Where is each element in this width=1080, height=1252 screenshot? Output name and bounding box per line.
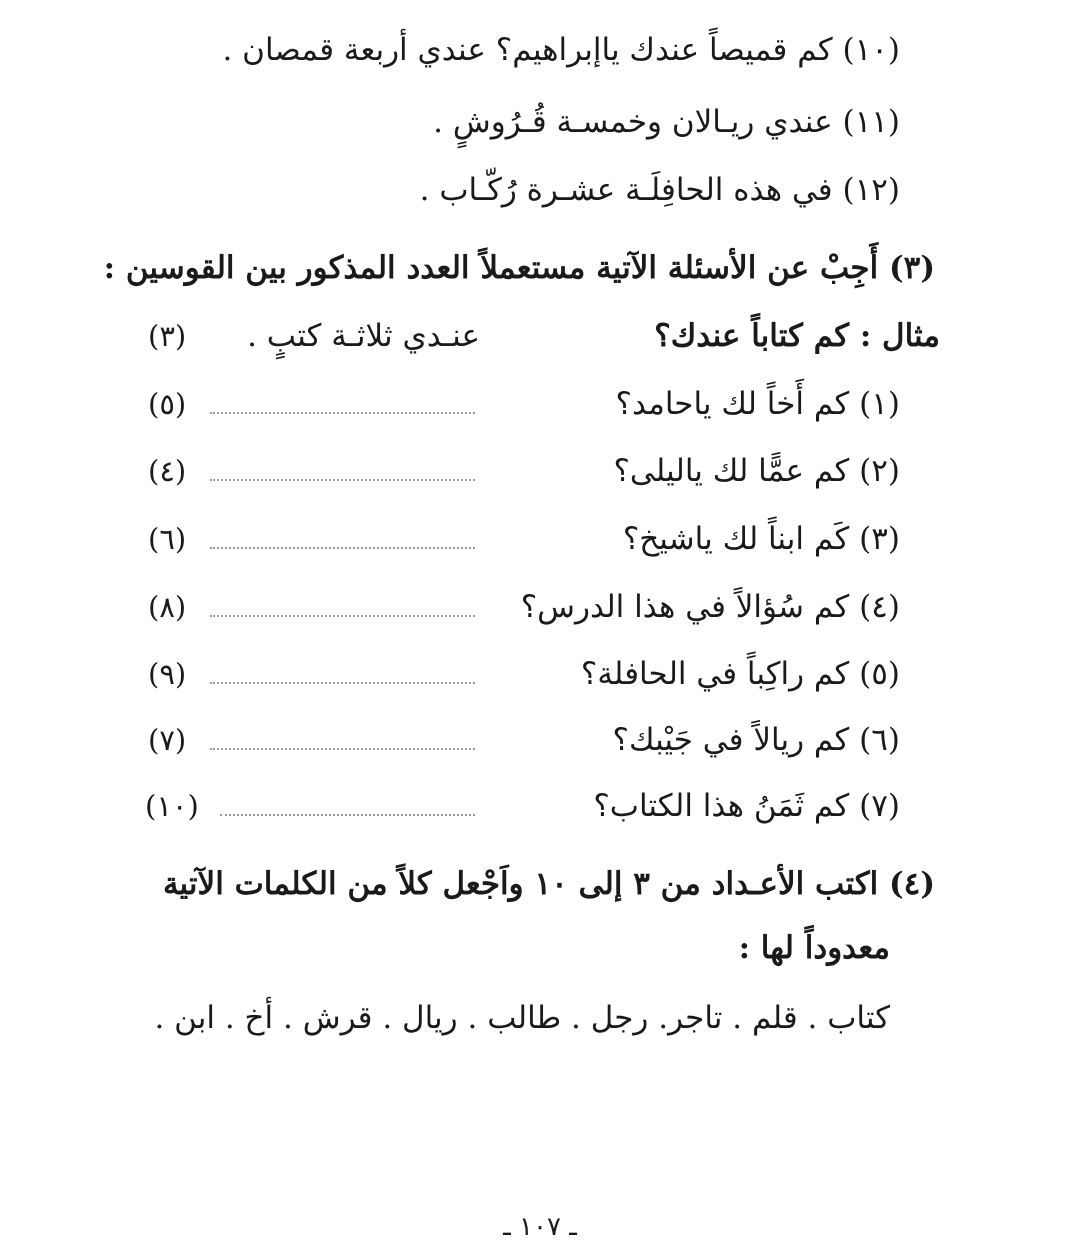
question-3: (٣) كَم ابناً لك ياشيخ؟	[622, 521, 900, 557]
item-11: (١١) عندي ريـالان وخمسـة قُـرُوشٍ .	[433, 104, 900, 140]
question-5: (٥) كم راكِباً في الحافلة؟	[580, 656, 900, 692]
question-2-number: (٤)	[148, 454, 187, 488]
question-6: (٦) كم ريالاً في جَيْبك؟	[612, 722, 900, 758]
example-label: مثال : كم كتاباً عندك؟	[654, 318, 940, 354]
example-number: (٣)	[148, 319, 187, 353]
question-1-number: (٥)	[148, 387, 187, 421]
question-1: (١) كم أَخاً لك ياحامد؟	[615, 386, 900, 422]
answer-line-6	[210, 748, 475, 750]
item-12: (١٢) في هذه الحافِلَـة عشـرة رُكّـاب .	[419, 172, 900, 208]
question-7-number: (١٠)	[145, 789, 199, 823]
question-5-number: (٩)	[148, 657, 187, 691]
question-4: (٤) كم سُؤالاً في هذا الدرس؟	[520, 589, 900, 625]
exercise3-heading: (٣) أَجِبْ عن الأسئلة الآتية مستعملاً العدد المذكور بين القوسين :	[103, 250, 935, 286]
exercise4-heading-line2: معدوداً لها :	[738, 930, 890, 966]
question-7: (٧) كم ثَمَنُ هذا الكتاب؟	[593, 788, 900, 824]
question-3-number: (٦)	[148, 522, 187, 556]
page-number: ـ ١٠٧ ـ	[503, 1212, 577, 1242]
answer-line-5	[210, 682, 475, 684]
answer-line-2	[210, 479, 475, 481]
example-answer: عنـدي ثلاثـة كتبٍ .	[247, 318, 480, 354]
exercise4-heading-line1: (٤) اكتب الأعـداد من ٣ إلى ١٠ واَجْعل كلاً من الكلمات الآتية	[162, 866, 935, 902]
question-2: (٢) كم عمًّا لك ياليلى؟	[613, 453, 900, 489]
answer-line-3	[210, 547, 475, 549]
answer-line-7	[220, 814, 475, 816]
answer-line-4	[210, 615, 475, 617]
item-10: (١٠) كم قميصاً عندك ياإبراهيم؟ عندي أربعة قمصان .	[222, 32, 900, 68]
question-6-number: (٧)	[148, 723, 187, 757]
exercise4-words: كتاب . قلم . تاجر. رجل . طالب . ريال . قرش . أخ . ابن .	[154, 1000, 890, 1036]
question-4-number: (٨)	[148, 590, 187, 624]
answer-line-1	[210, 412, 475, 414]
